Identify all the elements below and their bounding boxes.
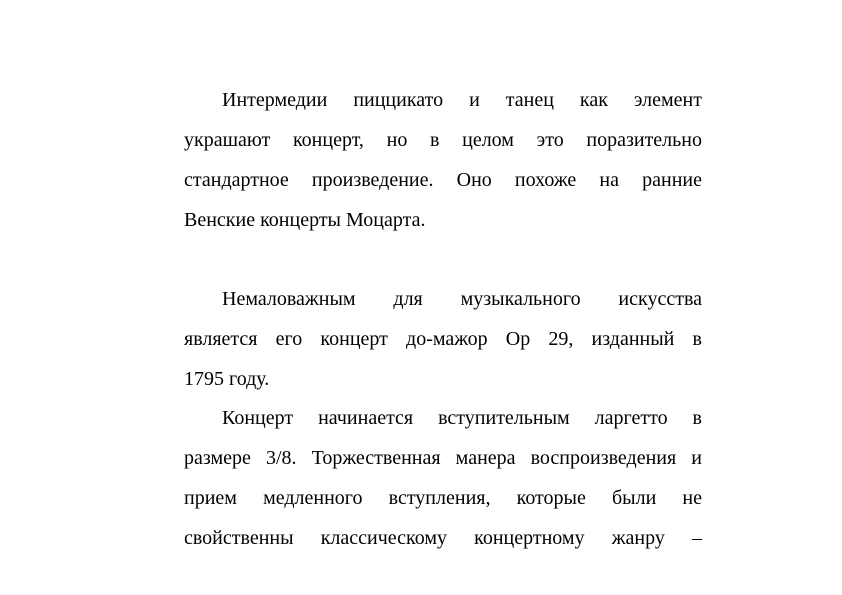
paragraph-1-line-4: Венские концерты Моцарта.: [184, 209, 426, 231]
paragraph-2-line-3: 1795 году.: [184, 368, 270, 390]
paragraph-2-line-1: Немаловажным для музыкального искусства: [222, 288, 702, 310]
paragraph-1-line-2: украшают концерт, но в целом это поразительно: [184, 129, 702, 151]
paragraph-2-line-2: является его концерт до-мажор Ор 29, изданный в: [184, 328, 702, 350]
paragraph-3-line-1: Концерт начинается вступительным ларгетто в: [222, 407, 702, 429]
paragraph-3-line-3: прием медленного вступления, которые были не: [184, 487, 702, 509]
paragraph-1-line-1: Интермедии пиццикато и танец как элемент: [222, 89, 702, 111]
paragraph-3-line-2: размере 3/8. Торжественная манера воспроизведения и: [184, 447, 702, 469]
paragraph-1-line-3: стандартное произведение. Оно похоже на ранние: [184, 169, 702, 191]
paragraph-3-line-4: свойственны классическому концертному жанру –: [184, 527, 702, 549]
